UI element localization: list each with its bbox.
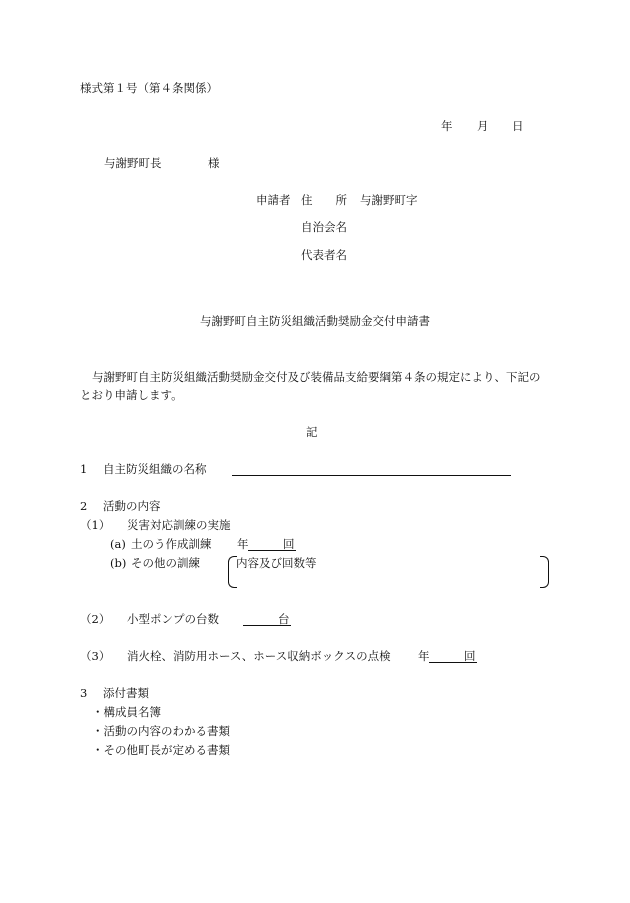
sub-a-marker: (a) xyxy=(110,537,126,551)
sub-a-year: 年 xyxy=(237,537,249,551)
body-text-line-1: 与謝野町自主防災組織活動奨励金交付及び装備品支給要綱第４条の規定により、下記の xyxy=(92,370,541,384)
attachment-item: ・構成員名簿 xyxy=(92,705,161,719)
item-2-number: （2） xyxy=(80,612,111,626)
item-3-label: 消火栓、消防用ホース、ホース収納ボックスの点検 xyxy=(127,649,391,663)
addressee-honorific: 様 xyxy=(208,156,220,170)
right-bracket xyxy=(540,556,549,588)
section-2-label: 活動の内容 xyxy=(103,499,161,513)
applicant-representative-label: 代表者名 xyxy=(301,248,347,262)
section-1-number: 1 xyxy=(80,462,88,476)
item-1-number: （1） xyxy=(80,518,111,532)
item-2-label: 小型ポンプの台数 xyxy=(127,612,219,626)
item-2-unit: 台 xyxy=(278,612,290,626)
item-3-number: （3） xyxy=(80,649,111,663)
ki-heading: 記 xyxy=(306,425,318,439)
body-text-line-2: とおり申請します。 xyxy=(80,388,183,402)
sub-b-marker: (b) xyxy=(110,556,127,570)
document-title: 与謝野町自主防災組織活動奨励金交付申請書 xyxy=(200,314,430,328)
attachment-item: ・活動の内容のわかる書類 xyxy=(92,724,230,738)
date-year-label: 年 xyxy=(441,119,453,133)
attachment-item: ・その他町長が定める書類 xyxy=(92,743,230,757)
sub-b-label: その他の訓練 xyxy=(131,556,200,570)
section-1-label: 自主防災組織の名称 xyxy=(103,462,207,476)
applicant-address-value: 与謝野町字 xyxy=(360,193,418,207)
item-3-unit: 回 xyxy=(464,649,476,663)
sub-a-unit: 回 xyxy=(283,537,295,551)
sub-b-note: 内容及び回数等 xyxy=(236,556,317,570)
date-month-label: 月 xyxy=(477,119,489,133)
item-3-year: 年 xyxy=(418,649,430,663)
addressee-name: 与謝野町長 xyxy=(104,156,162,170)
item-1-label: 災害対応訓練の実施 xyxy=(127,518,231,532)
applicant-label: 申請者 xyxy=(256,193,291,207)
form-number-header: 様式第１号（第４条関係） xyxy=(80,81,218,95)
date-day-label: 日 xyxy=(512,119,524,133)
sub-a-label: 土のう作成訓練 xyxy=(131,537,212,551)
section-3-label: 添付書類 xyxy=(103,686,149,700)
organization-name-blank-line xyxy=(232,475,511,476)
section-2-number: 2 xyxy=(80,499,88,513)
applicant-association-label: 自治会名 xyxy=(301,220,347,234)
section-3-number: 3 xyxy=(80,686,88,700)
applicant-address-label: 住 所 xyxy=(301,193,347,207)
